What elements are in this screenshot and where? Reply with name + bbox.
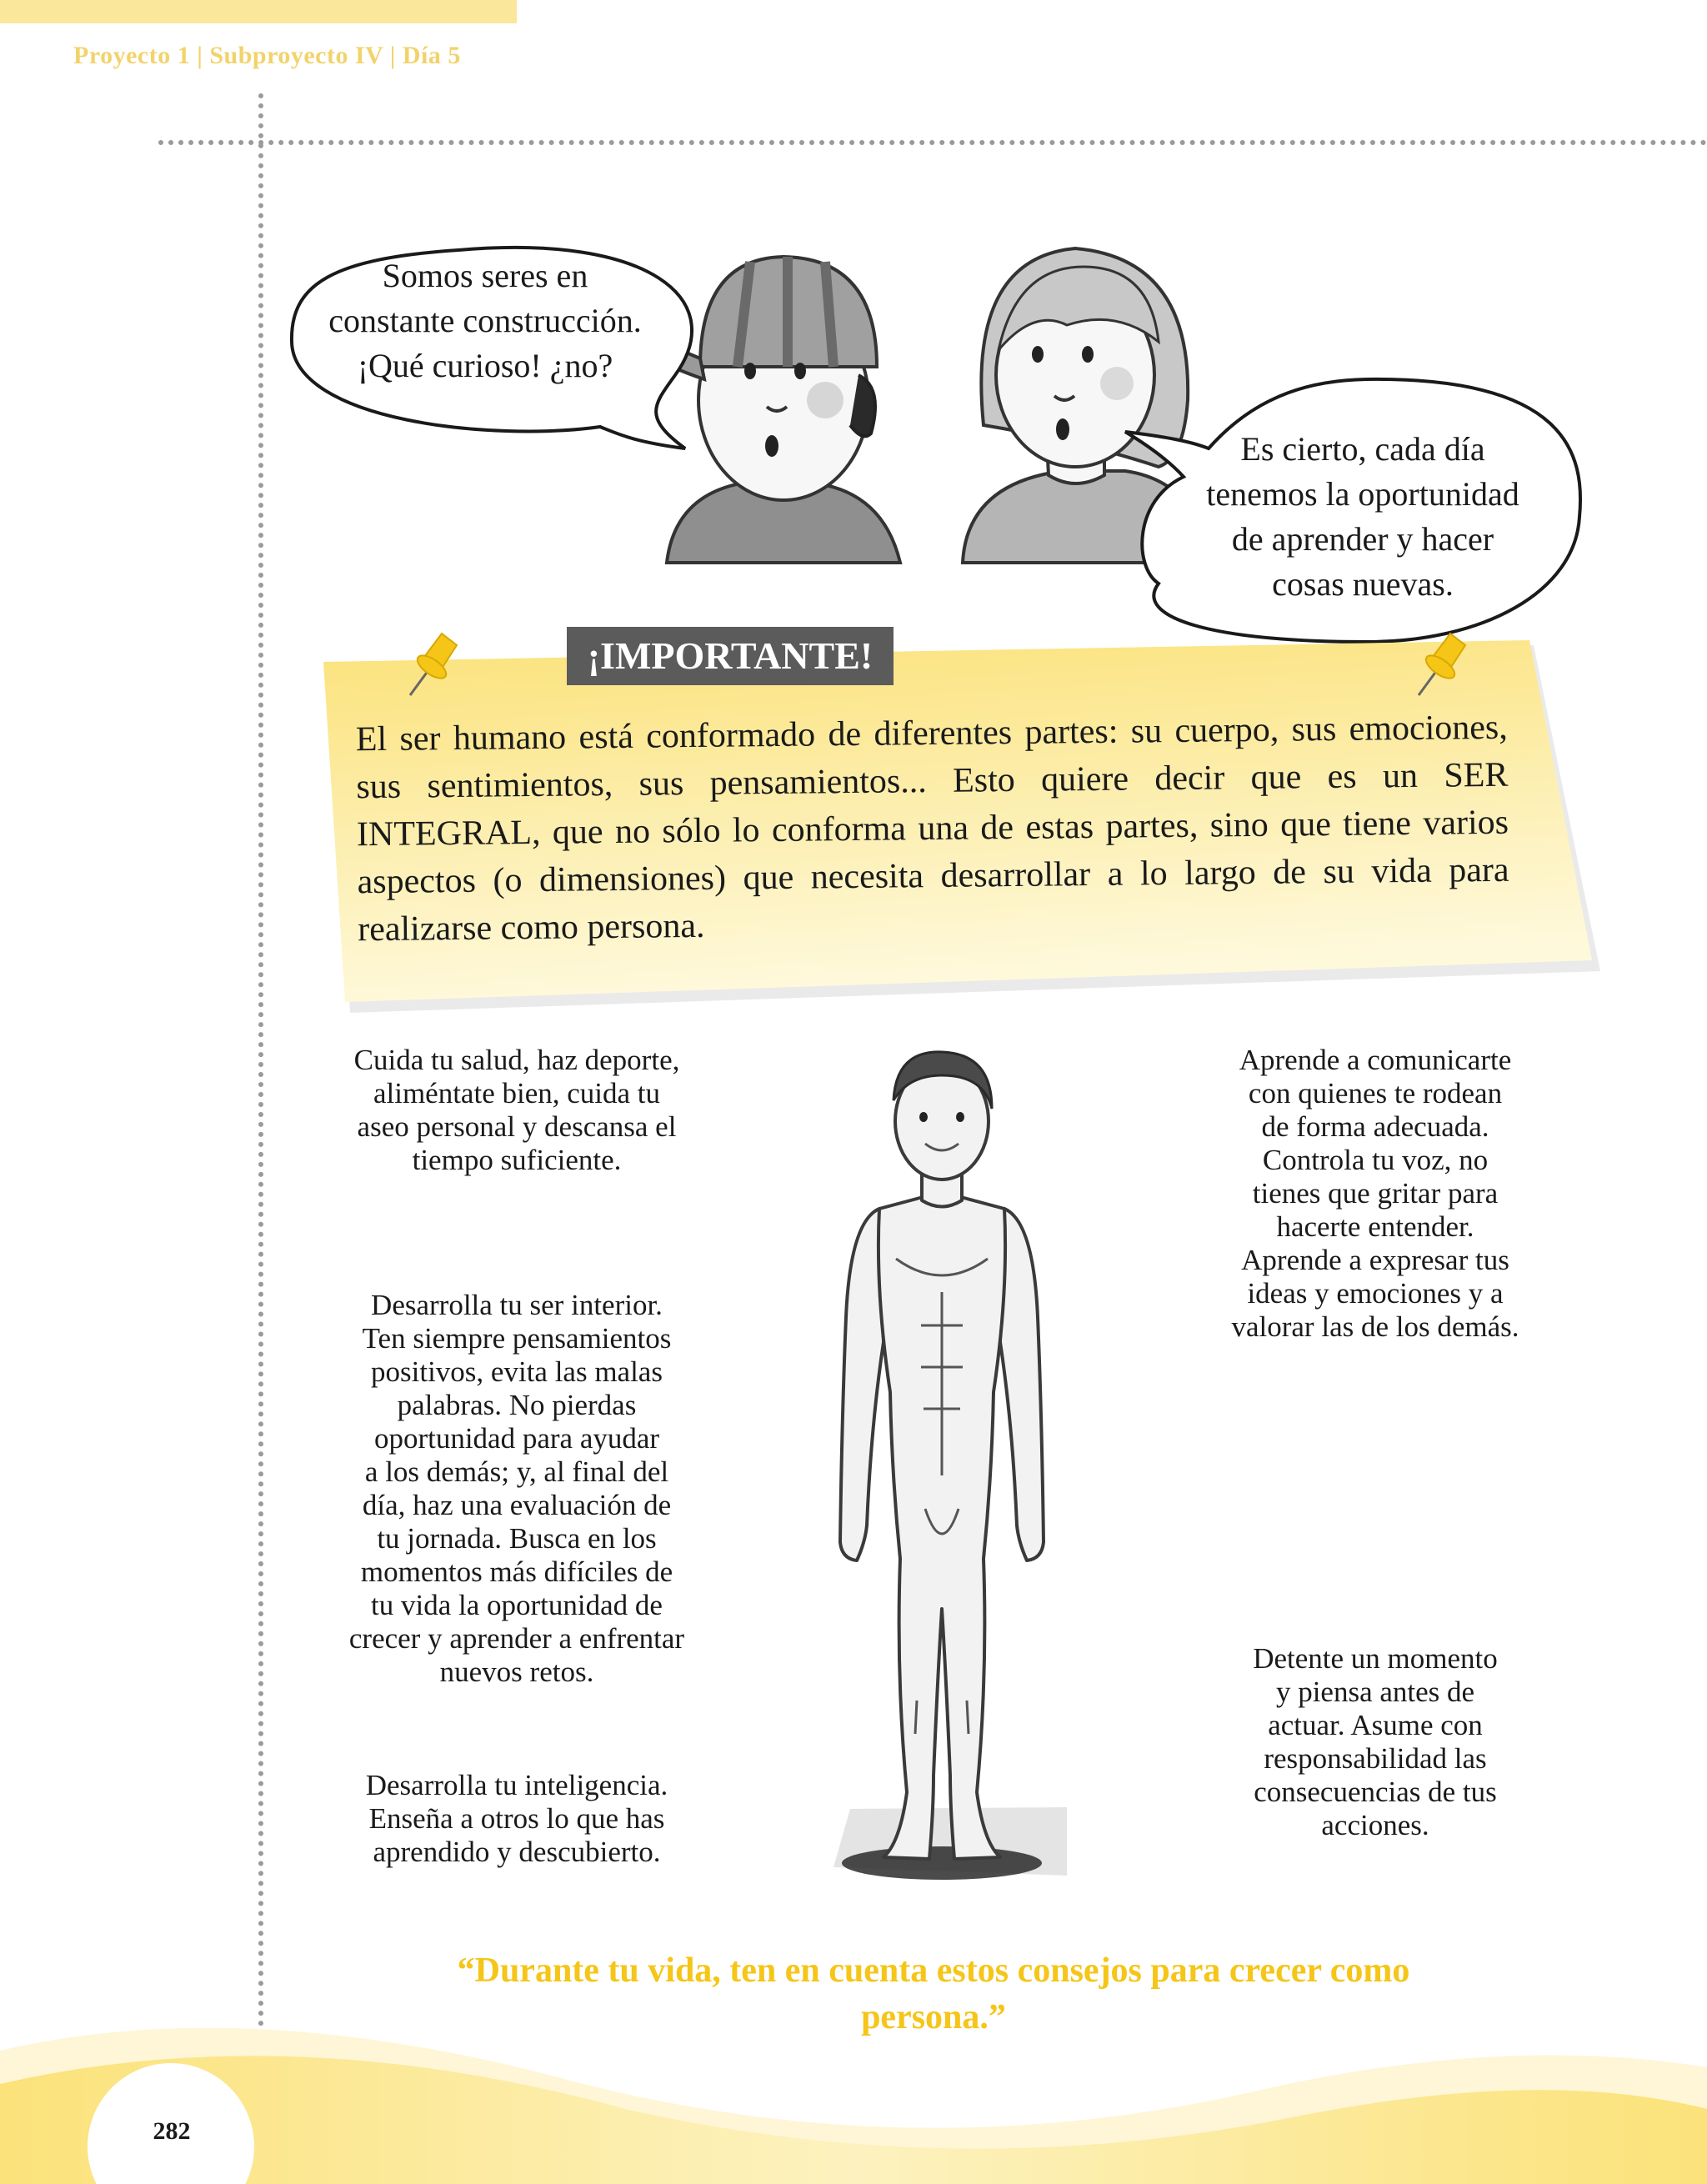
breadcrumb: Proyecto 1 | Subproyecto IV | Día 5 bbox=[73, 42, 461, 69]
tip-line: tiempo suficiente. bbox=[412, 1144, 622, 1176]
human-body-illustration bbox=[817, 1042, 1067, 1901]
tip-line: Detente un momento bbox=[1253, 1642, 1498, 1675]
tip-line: palabras. No pierdas bbox=[397, 1389, 637, 1421]
tip-line: ideas y emociones y a bbox=[1247, 1277, 1504, 1310]
boy-speech-text bbox=[293, 253, 677, 388]
tip-inner-self bbox=[308, 1289, 725, 1689]
boy-speech-line: constante construcción. bbox=[328, 302, 642, 339]
tip-line: responsabilidad las bbox=[1264, 1742, 1487, 1775]
girl-speech-line: de aprender y hacer bbox=[1231, 520, 1494, 558]
dotted-divider-horizontal bbox=[158, 140, 1707, 145]
tip-line: hacerte entender. bbox=[1276, 1210, 1474, 1243]
boy-speech-line: ¡Qué curioso! ¿no? bbox=[357, 347, 613, 384]
tip-line: Controla tu voz, no bbox=[1262, 1144, 1489, 1176]
tip-line: consecuencias de tus bbox=[1254, 1776, 1497, 1808]
tip-line: aseo personal y descansa el bbox=[357, 1110, 677, 1143]
tip-line: acciones. bbox=[1321, 1809, 1429, 1841]
boy-speech-line: Somos seres en bbox=[382, 257, 588, 294]
tip-line: con quienes te rodean bbox=[1248, 1077, 1503, 1110]
tip-communication bbox=[1159, 1044, 1592, 1344]
tip-line: nuevos retos. bbox=[439, 1656, 594, 1688]
tip-line: Desarrolla tu ser interior. bbox=[371, 1289, 663, 1321]
pushpin-icon bbox=[400, 627, 467, 702]
tip-line: aprendido y descubierto. bbox=[373, 1836, 661, 1868]
tip-line: de forma adecuada. bbox=[1261, 1110, 1489, 1143]
dotted-divider-vertical bbox=[258, 93, 263, 2077]
quote-line: persona.” bbox=[861, 1998, 1006, 2036]
tip-line: momentos más difíciles de bbox=[360, 1555, 673, 1588]
tip-line: y piensa antes de bbox=[1275, 1676, 1475, 1708]
tip-line: oportunidad para ayudar bbox=[373, 1422, 660, 1455]
girl-speech-text bbox=[1163, 427, 1563, 607]
tip-line: Aprende a expresar tus bbox=[1241, 1244, 1509, 1276]
tip-line: actuar. Asume con bbox=[1268, 1709, 1483, 1741]
tip-line: tu vida la oportunidad de bbox=[371, 1589, 663, 1621]
tip-line: valorar las de los demás. bbox=[1231, 1310, 1519, 1343]
important-body: El ser humano está conformado de diferentes partes: su cuerpo, sus emociones, sus sentimientos, sus pensamientos... Esto quiere decir que es un SER INTEGRAL, que no sólo lo conforma una de estas partes, sino que tiene varios aspectos (o dimensiones) que necesita desarrollar a lo largo de su vida para realizarse como persona. bbox=[355, 708, 1509, 949]
tip-line: crecer y aprender a enfrentar bbox=[348, 1622, 685, 1655]
pushpin-icon bbox=[1409, 627, 1475, 702]
girl-speech-line: Es cierto, cada día bbox=[1240, 430, 1485, 468]
tip-line: a los demás; y, al final del bbox=[364, 1455, 669, 1488]
tip-line: Enseña a otros lo que has bbox=[368, 1802, 665, 1835]
tip-intelligence bbox=[308, 1769, 725, 1869]
quote-line: “Durante tu vida, ten en cuenta estos consejos para crecer como bbox=[457, 1951, 1410, 1990]
tip-line: día, haz una evaluación de bbox=[362, 1489, 672, 1521]
tip-line: Aprende a comunicarte bbox=[1239, 1044, 1512, 1076]
header-bar bbox=[0, 0, 517, 23]
tip-line: tienes que gritar para bbox=[1252, 1177, 1499, 1210]
girl-speech-line: cosas nuevas. bbox=[1272, 565, 1454, 603]
tip-line: Cuida tu salud, haz deporte, bbox=[353, 1044, 680, 1076]
tip-line: tu jornada. Busca en los bbox=[377, 1522, 657, 1555]
tip-line: Ten siempre pensamientos bbox=[362, 1322, 672, 1355]
tip-health bbox=[308, 1044, 725, 1177]
important-title: ¡IMPORTANTE! bbox=[587, 634, 874, 677]
page-number: 282 bbox=[153, 2117, 191, 2145]
tip-line: positivos, evita las malas bbox=[371, 1355, 663, 1388]
tip-line: Desarrolla tu inteligencia. bbox=[365, 1769, 668, 1801]
girl-speech-line: tenemos la oportunidad bbox=[1206, 475, 1519, 513]
tip-line: aliméntate bien, cuida tu bbox=[373, 1077, 661, 1110]
tip-responsibility bbox=[1159, 1642, 1592, 1842]
